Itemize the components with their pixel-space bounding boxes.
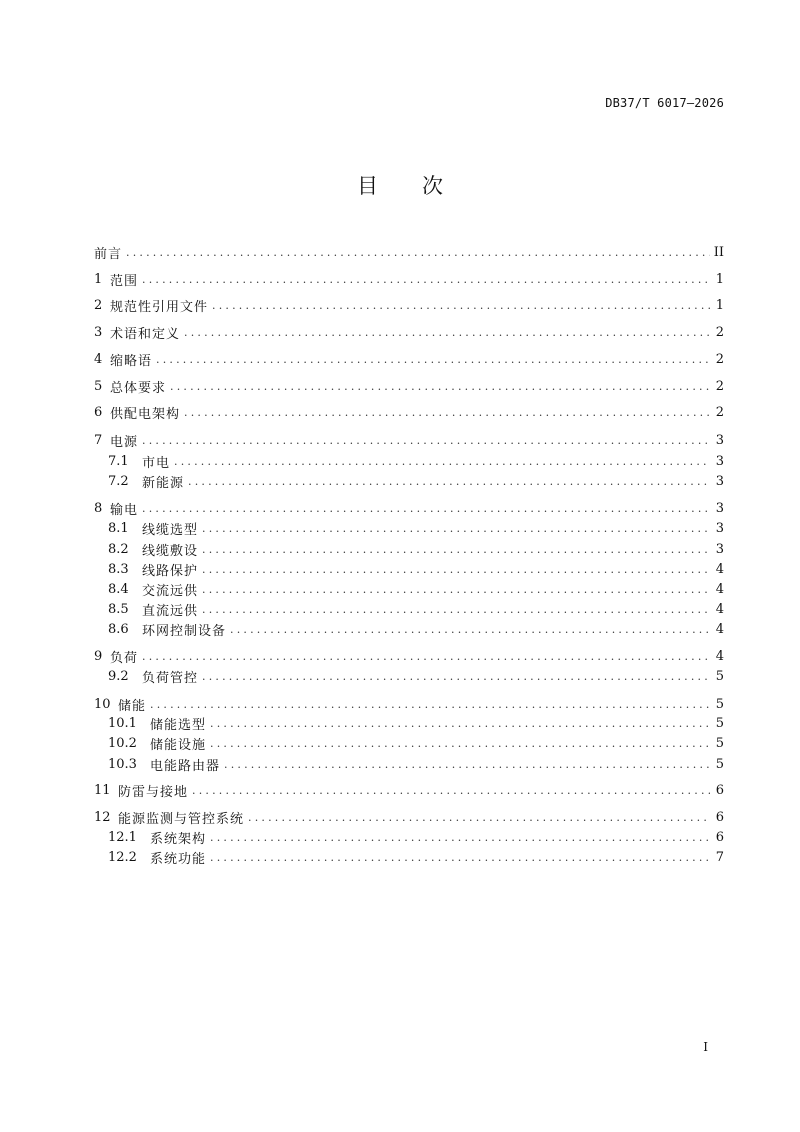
toc-leader-dots (156, 353, 710, 366)
toc-title: 目次 (357, 174, 487, 198)
toc-entry-page: 3 (715, 520, 724, 536)
toc-entry-number: 7.1 (108, 453, 129, 469)
toc-entry[interactable] (94, 599, 724, 619)
toc-entry-label: 电能路由器 (150, 758, 221, 774)
toc-entry-page: 4 (715, 621, 724, 637)
toc-entry[interactable] (94, 539, 724, 559)
toc-entry-number: 4 (94, 351, 103, 367)
toc-entry-label: 供配电架构 (110, 406, 181, 422)
toc-entry-number: 9.2 (108, 668, 129, 684)
toc-entry[interactable] (94, 733, 724, 753)
toc-entry-page: 6 (715, 829, 724, 845)
toc-entry-number: 8.2 (108, 541, 129, 557)
toc-entry-number: 8.6 (108, 621, 129, 637)
toc-entry[interactable] (94, 807, 724, 827)
toc-entry-page: 5 (715, 668, 724, 684)
toc-entry[interactable] (94, 451, 724, 471)
toc-entry-number: 12.2 (108, 849, 137, 865)
toc-entry-page: 6 (715, 809, 724, 825)
toc-entry[interactable] (94, 322, 724, 342)
toc-entry-number: 7.2 (108, 473, 129, 489)
toc-entry-number: 10 (94, 696, 111, 712)
toc-entry[interactable] (94, 847, 724, 867)
toc-entry-number: 6 (94, 404, 103, 420)
toc-entry-number: 8.4 (108, 581, 129, 597)
toc-entry-label: 线缆选型 (142, 522, 199, 538)
toc-entry-number: 10.2 (108, 735, 137, 751)
toc-entry-number: 8.1 (108, 520, 129, 536)
toc-entry[interactable] (94, 827, 724, 847)
toc-entry[interactable] (94, 471, 724, 491)
toc-leader-dots (248, 811, 710, 824)
toc-leader-dots (202, 603, 710, 616)
toc-leader-dots (202, 522, 710, 535)
toc-entry-page: 5 (715, 696, 724, 712)
toc-leader-dots (184, 406, 710, 419)
toc-entry-page: 2 (715, 404, 724, 420)
toc-entry-number: 12.1 (108, 829, 137, 845)
toc-entry[interactable] (94, 619, 724, 639)
toc-entry[interactable] (94, 559, 724, 579)
toc-entry-page: 1 (715, 297, 724, 313)
toc-entry-page: 2 (715, 378, 724, 394)
toc-entry-page: 3 (715, 541, 724, 557)
toc-leader-dots (230, 623, 710, 636)
toc-entry[interactable] (94, 780, 724, 800)
toc-entry-page: 1 (715, 271, 724, 287)
toc-leader-dots (210, 717, 710, 730)
toc-leader-dots (224, 758, 710, 771)
toc-leader-dots (142, 273, 710, 286)
toc-entry-number: 12 (94, 809, 111, 825)
toc-entry[interactable] (94, 754, 724, 774)
toc-entry-page: 4 (715, 581, 724, 597)
toc-entry-label: 系统架构 (150, 831, 207, 847)
toc-entry[interactable] (94, 376, 724, 396)
toc-leader-dots (202, 583, 710, 596)
toc-entry[interactable] (94, 498, 724, 518)
toc-leader-dots (142, 650, 710, 663)
toc-entry-label: 电源 (110, 434, 139, 450)
toc-entry-label: 线路保护 (142, 563, 199, 579)
toc-leader-dots (142, 502, 710, 515)
toc-leader-dots (210, 831, 710, 844)
toc-entry-label: 范围 (110, 273, 139, 289)
toc-entry-label: 防雷与接地 (118, 784, 189, 800)
toc-leader-dots (210, 851, 710, 864)
toc-entry-number: 11 (94, 782, 111, 798)
toc-entry-label: 前言 (94, 246, 123, 262)
toc-entry-label: 缩略语 (110, 353, 153, 369)
toc-entry-number: 9 (94, 648, 103, 664)
toc-leader-dots (126, 246, 710, 259)
toc-entry-page: II (713, 244, 724, 260)
toc-leader-dots (142, 434, 710, 447)
toc-entry-page: 6 (715, 782, 724, 798)
toc-entry[interactable] (94, 579, 724, 599)
document-code: DB37/T 6017—2026 (605, 96, 724, 110)
toc-entry[interactable] (94, 666, 724, 686)
toc-entry[interactable] (94, 349, 724, 369)
toc-leader-dots (184, 326, 710, 339)
toc-entry-page: 7 (715, 849, 724, 865)
toc-entry[interactable] (94, 295, 724, 315)
toc-entry-label: 交流远供 (142, 583, 199, 599)
toc-entry-label: 能源监测与管控系统 (118, 811, 245, 827)
toc-entry-label: 规范性引用文件 (110, 299, 209, 315)
toc-entry-page: 3 (715, 473, 724, 489)
toc-leader-dots (202, 670, 710, 683)
toc-entry-number: 8.5 (108, 601, 129, 617)
toc-entry-page: 3 (715, 500, 724, 516)
toc-entry-number: 5 (94, 378, 103, 394)
toc-entry-label: 市电 (142, 455, 171, 471)
toc-leader-dots (212, 299, 710, 312)
toc-entry-label: 储能设施 (150, 737, 207, 753)
toc-entry-number: 3 (94, 324, 103, 340)
toc-entry-page: 2 (715, 324, 724, 340)
toc-entry-label: 术语和定义 (110, 326, 181, 342)
toc-entry[interactable] (94, 269, 724, 289)
page-number: I (703, 1040, 708, 1054)
toc-entry-number: 8 (94, 500, 103, 516)
toc-entry-page: 5 (715, 756, 724, 772)
toc-leader-dots (192, 784, 710, 797)
toc-entry-number: 8.3 (108, 561, 129, 577)
toc-entry[interactable] (94, 646, 724, 666)
toc-entry[interactable] (94, 402, 724, 422)
toc-entry-label: 新能源 (142, 475, 185, 491)
toc-entry-label: 系统功能 (150, 851, 207, 867)
toc-entry[interactable] (94, 713, 724, 733)
toc-entry-page: 4 (715, 648, 724, 664)
toc-leader-dots (150, 698, 710, 711)
toc-leader-dots (202, 543, 710, 556)
toc-entry-page: 3 (715, 432, 724, 448)
toc-entry-page: 4 (715, 601, 724, 617)
toc-entry-number: 1 (94, 271, 103, 287)
toc-entry[interactable] (94, 430, 724, 450)
toc-entry[interactable] (94, 242, 724, 262)
toc-leader-dots (170, 380, 710, 393)
toc-entry-page: 2 (715, 351, 724, 367)
toc-entry-label: 环网控制设备 (142, 623, 227, 639)
toc-entry-label: 线缆敷设 (142, 543, 199, 559)
toc-entry-number: 10.1 (108, 715, 137, 731)
toc-entry[interactable] (94, 694, 724, 714)
toc-entry-page: 5 (715, 715, 724, 731)
toc-entry-page: 3 (715, 453, 724, 469)
toc-entry-page: 5 (715, 735, 724, 751)
toc-leader-dots (174, 455, 710, 468)
toc-entry-label: 输电 (110, 502, 139, 518)
toc-entry-number: 7 (94, 432, 103, 448)
toc-entry-label: 负荷 (110, 650, 139, 666)
toc-entry-label: 负荷管控 (142, 670, 199, 686)
toc-entry-label: 总体要求 (110, 380, 167, 396)
toc-leader-dots (188, 475, 710, 488)
toc-leader-dots (202, 563, 710, 576)
toc-entry-number: 2 (94, 297, 103, 313)
toc-leader-dots (210, 737, 710, 750)
toc-entry-page: 4 (715, 561, 724, 577)
toc-entry-label: 储能 (118, 698, 147, 714)
toc-entry[interactable] (94, 518, 724, 538)
toc-entry-number: 10.3 (108, 756, 137, 772)
toc-entry-label: 储能选型 (150, 717, 207, 733)
toc-entry-label: 直流远供 (142, 603, 199, 619)
